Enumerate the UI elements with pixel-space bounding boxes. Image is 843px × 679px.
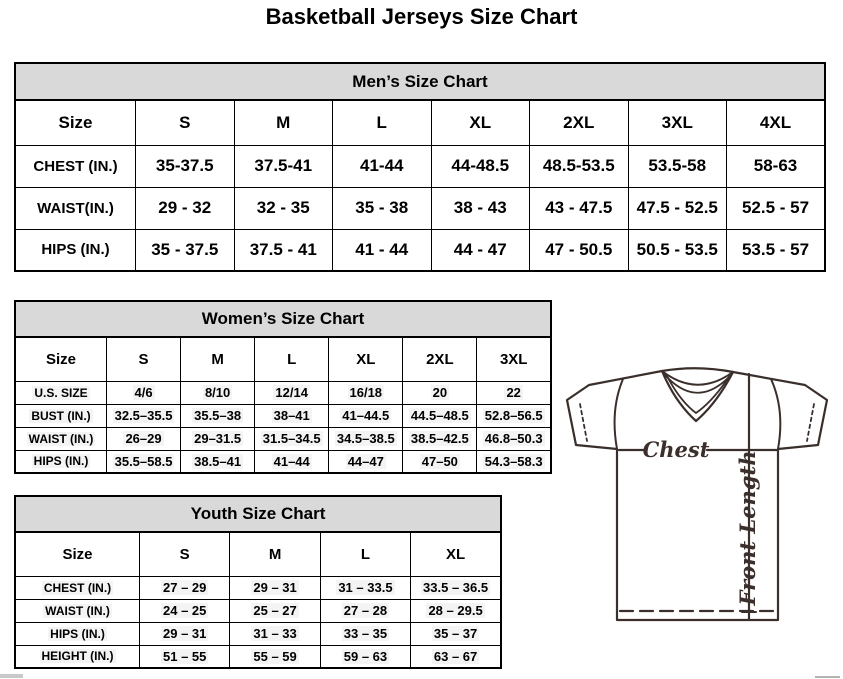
table-cell: 59 – 63 <box>320 645 410 668</box>
column-header: L <box>333 100 432 145</box>
table-cell: 29 – 31 <box>140 622 230 645</box>
column-header: S <box>136 100 235 145</box>
scrollbar-fragment-left <box>0 674 23 678</box>
table-cell: 28 – 29.5 <box>411 599 501 622</box>
column-header: M <box>181 337 255 381</box>
jersey-outline <box>567 371 827 620</box>
table-row <box>15 599 501 622</box>
table-cell: 47 - 50.5 <box>530 229 629 271</box>
column-header: XL <box>329 337 403 381</box>
column-header: S <box>140 532 230 576</box>
table-row <box>15 622 501 645</box>
table-cell: 34.5–38.5 <box>329 427 403 450</box>
womens-size-table <box>14 336 552 474</box>
row-label: WAIST(IN.) <box>15 187 136 229</box>
table-cell: 32.5–35.5 <box>107 404 181 427</box>
jersey-armhole-left <box>615 379 623 449</box>
column-header: XL <box>431 100 530 145</box>
table-cell: 37.5 - 41 <box>234 229 333 271</box>
table-cell: 46.8–50.3 <box>477 427 551 450</box>
table-cell: 31 – 33 <box>230 622 320 645</box>
youth-size-chart-title: Youth Size Chart <box>14 495 502 533</box>
table-cell: 35 - 37.5 <box>136 229 235 271</box>
table-cell: 44–47 <box>329 450 403 473</box>
table-cell: 4/6 <box>107 381 181 404</box>
table-cell: 31 – 33.5 <box>320 576 410 599</box>
column-header: 2XL <box>530 100 629 145</box>
table-row <box>15 145 825 187</box>
scrollbar-fragment-right <box>815 676 840 678</box>
table-cell: 54.3–58.3 <box>477 450 551 473</box>
table-cell: 26–29 <box>107 427 181 450</box>
row-label: BUST (IN.) <box>15 404 107 427</box>
column-header: S <box>107 337 181 381</box>
mens-size-chart <box>14 62 826 272</box>
table-cell: 35-37.5 <box>136 145 235 187</box>
table-row <box>15 427 551 450</box>
youth-size-chart <box>14 495 502 669</box>
column-header: L <box>320 532 410 576</box>
table-header-row <box>15 100 825 145</box>
table-cell: 24 – 25 <box>140 599 230 622</box>
table-cell: 8/10 <box>181 381 255 404</box>
table-row <box>15 645 501 668</box>
table-cell: 29–31.5 <box>181 427 255 450</box>
column-header: Size <box>15 532 140 576</box>
page-title: Basketball Jerseys Size Chart <box>265 4 578 29</box>
table-cell: 38.5–42.5 <box>403 427 477 450</box>
column-header: 3XL <box>477 337 551 381</box>
row-label: WAIST (IN.) <box>15 427 107 450</box>
row-label: WAIST (IN.) <box>15 599 140 622</box>
womens-size-chart-title: Women’s Size Chart <box>14 300 552 338</box>
table-cell: 52.5 - 57 <box>727 187 826 229</box>
table-row <box>15 404 551 427</box>
table-cell: 44-48.5 <box>431 145 530 187</box>
mens-size-table <box>14 99 826 272</box>
table-row <box>15 187 825 229</box>
jersey-sleeve-stitch-right <box>807 404 814 441</box>
table-cell: 35 – 37 <box>411 622 501 645</box>
table-cell: 27 – 29 <box>140 576 230 599</box>
row-label: CHEST (IN.) <box>15 576 140 599</box>
table-cell: 55 – 59 <box>230 645 320 668</box>
table-cell: 31.5–34.5 <box>255 427 329 450</box>
column-header: 2XL <box>403 337 477 381</box>
column-header: M <box>234 100 333 145</box>
table-row <box>15 229 825 271</box>
table-cell: 33.5 – 36.5 <box>411 576 501 599</box>
table-cell: 53.5-58 <box>628 145 727 187</box>
table-cell: 47–50 <box>403 450 477 473</box>
chest-label: Chest <box>642 437 710 462</box>
jersey-armhole-right <box>771 379 780 449</box>
table-cell: 41-44 <box>333 145 432 187</box>
table-cell: 20 <box>403 381 477 404</box>
table-header-row <box>15 337 551 381</box>
front-length-label: Front Length <box>735 450 760 606</box>
table-cell: 52.8–56.5 <box>477 404 551 427</box>
table-cell: 25 – 27 <box>230 599 320 622</box>
table-cell: 63 – 67 <box>411 645 501 668</box>
jersey-sleeve-stitch-left <box>580 404 587 441</box>
table-cell: 12/14 <box>255 381 329 404</box>
table-cell: 38 - 43 <box>431 187 530 229</box>
table-cell: 41 - 44 <box>333 229 432 271</box>
row-label: HEIGHT (IN.) <box>15 645 140 668</box>
column-header: 3XL <box>628 100 727 145</box>
womens-size-chart <box>14 300 552 474</box>
table-cell: 35 - 38 <box>333 187 432 229</box>
table-cell: 41–44 <box>255 450 329 473</box>
table-cell: 29 - 32 <box>136 187 235 229</box>
jersey-collar-top <box>662 368 733 372</box>
table-cell: 58-63 <box>727 145 826 187</box>
column-header: M <box>230 532 320 576</box>
table-cell: 37.5-41 <box>234 145 333 187</box>
table-cell: 53.5 - 57 <box>727 229 826 271</box>
table-cell: 33 – 35 <box>320 622 410 645</box>
table-cell: 27 – 28 <box>320 599 410 622</box>
table-cell: 41–44.5 <box>329 404 403 427</box>
table-row <box>15 381 551 404</box>
table-cell: 38.5–41 <box>181 450 255 473</box>
table-cell: 47.5 - 52.5 <box>628 187 727 229</box>
table-header-row <box>15 532 501 576</box>
table-row <box>15 450 551 473</box>
column-header: XL <box>411 532 501 576</box>
column-header: Size <box>15 100 136 145</box>
table-cell: 43 - 47.5 <box>530 187 629 229</box>
column-header: L <box>255 337 329 381</box>
table-cell: 44.5–48.5 <box>403 404 477 427</box>
table-cell: 51 – 55 <box>140 645 230 668</box>
row-label: HIPS (IN.) <box>15 622 140 645</box>
row-label: U.S. SIZE <box>15 381 107 404</box>
row-label: HIPS (IN.) <box>15 450 107 473</box>
jersey-measurement-diagram <box>553 358 837 626</box>
column-header: 4XL <box>727 100 826 145</box>
table-row <box>15 576 501 599</box>
table-cell: 16/18 <box>329 381 403 404</box>
column-header: Size <box>15 337 107 381</box>
youth-size-table <box>14 531 502 669</box>
table-cell: 50.5 - 53.5 <box>628 229 727 271</box>
row-label: HIPS (IN.) <box>15 229 136 271</box>
table-cell: 44 - 47 <box>431 229 530 271</box>
row-label: CHEST (IN.) <box>15 145 136 187</box>
table-cell: 29 – 31 <box>230 576 320 599</box>
table-cell: 22 <box>477 381 551 404</box>
table-cell: 32 - 35 <box>234 187 333 229</box>
table-cell: 48.5-53.5 <box>530 145 629 187</box>
mens-size-chart-title: Men’s Size Chart <box>14 62 826 101</box>
table-cell: 35.5–38 <box>181 404 255 427</box>
table-cell: 38–41 <box>255 404 329 427</box>
table-cell: 35.5–58.5 <box>107 450 181 473</box>
